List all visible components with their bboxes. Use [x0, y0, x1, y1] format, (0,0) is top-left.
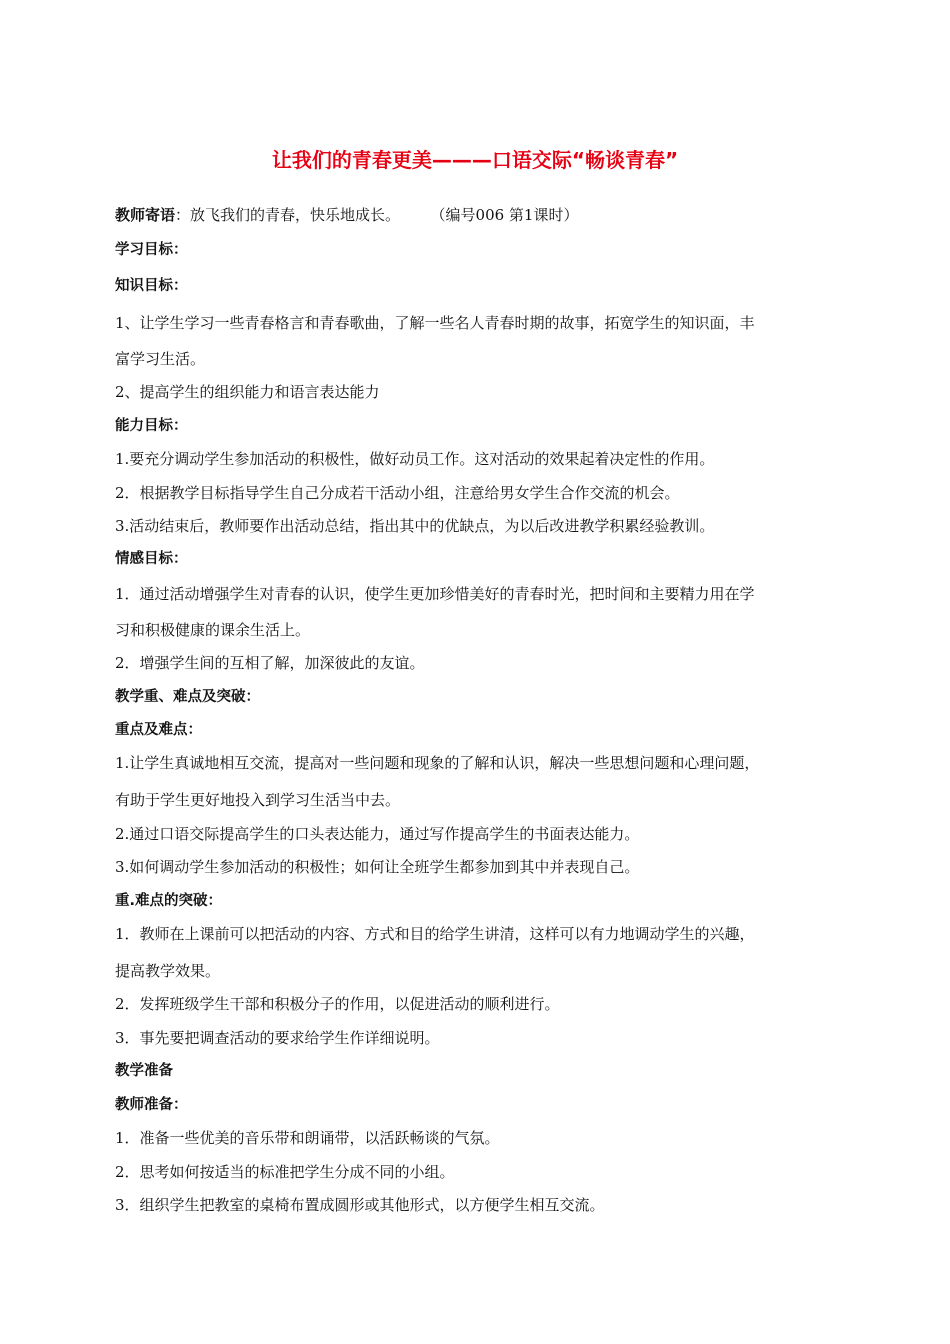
breakthrough-item-1-line-2: 提高教学效果。: [115, 962, 221, 980]
difficulty-item-2: 2.通过口语交际提高学生的口头表达能力，通过写作提高学生的书面表达能力。: [115, 825, 640, 843]
heading-teacher-prep: 教师准备：: [115, 1097, 188, 1113]
heading-key-points: 教学重、难点及突破：: [115, 689, 260, 705]
prep-item-1: 1．准备一些优美的音乐带和朗诵带，以活跃畅谈的气氛。: [115, 1129, 500, 1147]
heading-teaching-prep: 教学准备: [115, 1063, 173, 1079]
teacher-message-text: ：放飞我们的青春，快乐地成长。: [175, 206, 401, 224]
ability-item-3: 3.活动结束后，教师要作出活动总结，指出其中的优缺点，为以后改进教学积累经验教训。: [115, 517, 715, 535]
heading-study-goals: 学习目标：: [115, 242, 188, 258]
knowledge-item-2: 2、提高学生的组织能力和语言表达能力: [115, 383, 380, 401]
knowledge-item-1-line-1: 1、让学生学习一些青春格言和青春歌曲，了解一些名人青春时期的故事，拓宽学生的知识面，丰: [115, 314, 755, 332]
breakthrough-item-1-line-1: 1．教师在上课前可以把活动的内容、方式和目的给学生讲清，这样可以有力地调动学生的兴趣，: [115, 925, 755, 943]
heading-ability-goals: 能力目标：: [115, 418, 188, 434]
heading-knowledge-goals: 知识目标：: [115, 278, 188, 294]
prep-item-2: 2．思考如何按适当的标准把学生分成不同的小组。: [115, 1163, 455, 1181]
heading-key-difficulties: 重点及难点：: [115, 722, 202, 738]
difficulty-item-1-line-1: 1.让学生真诚地相互交流，提高对一些问题和现象的了解和认识，解决一些思想问题和心理问题，: [115, 754, 760, 772]
teacher-message-label: 教师寄语: [115, 206, 176, 224]
lesson-number-note: （编号006 第1课时）: [438, 206, 579, 224]
breakthrough-item-2: 2．发挥班级学生干部和积极分子的作用，以促进活动的顺利进行。: [115, 995, 560, 1013]
teacher-message: [115, 204, 845, 226]
ability-item-1: 1.要充分调动学生参加活动的积极性，做好动员工作。这对活动的效果起着决定性的作用。: [115, 450, 715, 468]
heading-emotion-goals: 情感目标：: [115, 551, 188, 567]
emotion-item-1-line-1: 1．通过活动增强学生对青春的认识，使学生更加珍惜美好的青春时光，把时间和主要精力用在学: [115, 585, 755, 603]
difficulty-item-3: 3.如何调动学生参加活动的积极性；如何让全班学生都参加到其中并表现自己。: [115, 858, 640, 876]
prep-item-3: 3．组织学生把教室的桌椅布置成圆形或其他形式，以方便学生相互交流。: [115, 1196, 605, 1214]
document-title: 让我们的青春更美———口语交际“畅谈青春”: [271, 148, 679, 172]
ability-item-2: 2．根据教学目标指导学生自己分成若干活动小组，注意给男女学生合作交流的机会。: [115, 484, 680, 502]
emotion-item-1-line-2: 习和积极健康的课余生活上。: [115, 621, 311, 639]
knowledge-item-1-line-2: 富学习生活。: [115, 350, 206, 368]
heading-breakthrough: 重.难点的突破：: [115, 893, 223, 909]
emotion-item-2: 2．增强学生间的互相了解，加深彼此的友谊。: [115, 654, 425, 672]
breakthrough-item-3: 3．事先要把调查活动的要求给学生作详细说明。: [115, 1029, 440, 1047]
difficulty-item-1-line-2: 有助于学生更好地投入到学习生活当中去。: [115, 791, 401, 809]
